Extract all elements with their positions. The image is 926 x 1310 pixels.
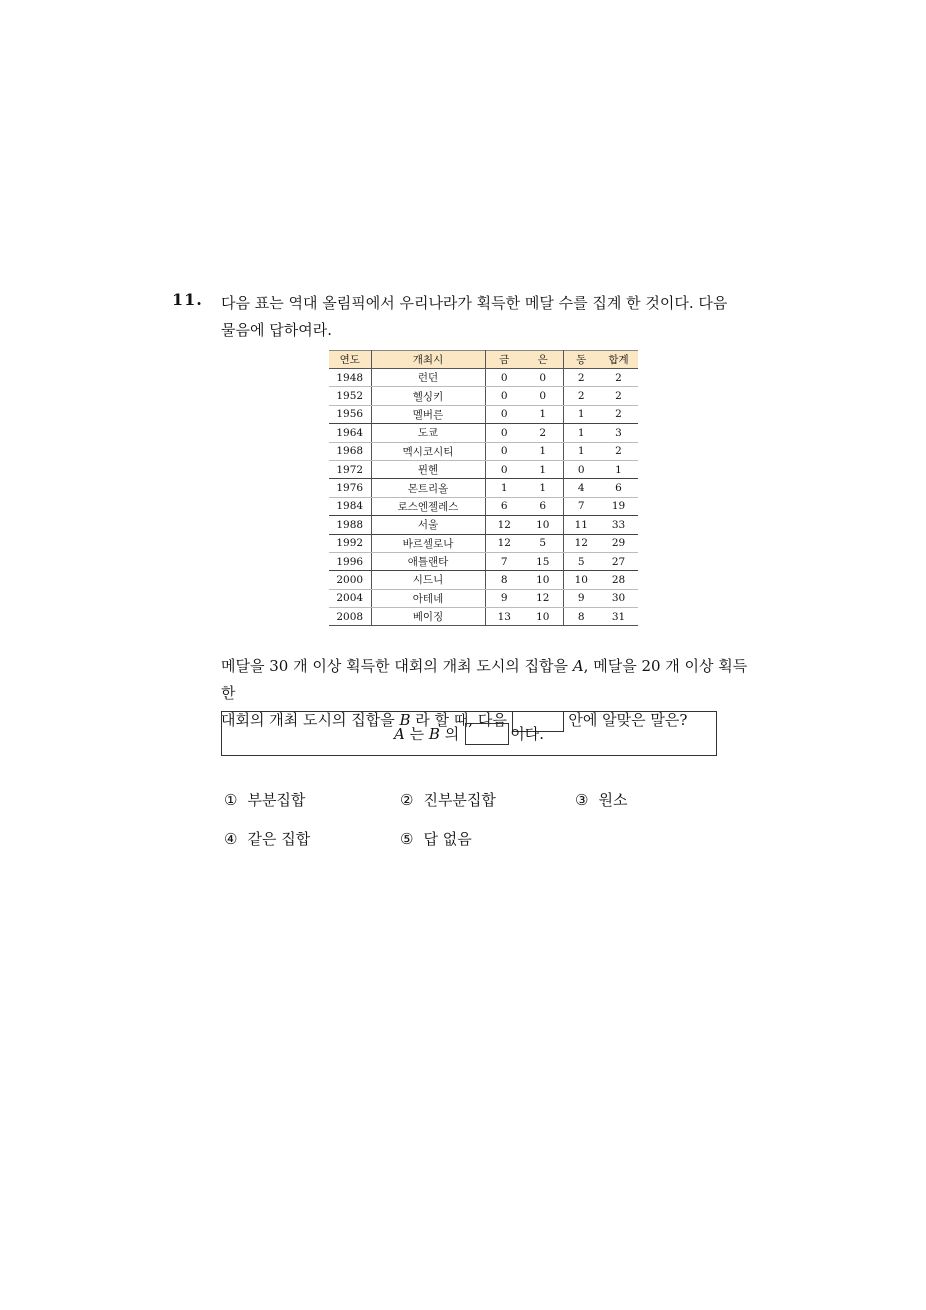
cell-total: 30 xyxy=(599,589,638,607)
cell-total: 1 xyxy=(599,460,638,478)
choice-5-mark: ⑤ xyxy=(400,830,414,848)
set-a-symbol: A xyxy=(572,657,584,675)
cell-year: 2004 xyxy=(329,589,371,607)
cell-total: 6 xyxy=(599,479,638,497)
answer-text-2: 의 xyxy=(444,725,460,743)
cell-silver: 15 xyxy=(523,552,563,570)
table-row xyxy=(329,552,638,570)
cell-gold: 0 xyxy=(485,387,523,405)
cell-total: 2 xyxy=(599,369,638,387)
choice-4-text: 같은 집합 xyxy=(247,830,311,848)
cell-bronze: 2 xyxy=(563,387,599,405)
choice-4[interactable] xyxy=(224,828,310,849)
cell-year: 1976 xyxy=(329,479,371,497)
choice-3-text: 원소 xyxy=(598,791,628,809)
cell-year: 1948 xyxy=(329,369,371,387)
cell-host: 시드니 xyxy=(371,571,485,589)
choice-1-mark: ① xyxy=(224,791,238,809)
condition-l1-a: 메달을 30 개 이상 획득한 대회의 개최 도시의 집합을 xyxy=(221,657,569,675)
table-row xyxy=(329,608,638,626)
header-year: 연도 xyxy=(329,351,371,369)
cell-host: 몬트리올 xyxy=(371,479,485,497)
cell-year: 1992 xyxy=(329,534,371,552)
answer-text-3: 이다. xyxy=(510,725,544,743)
cell-silver: 10 xyxy=(523,608,563,626)
cell-gold: 1 xyxy=(485,479,523,497)
cell-year: 2000 xyxy=(329,571,371,589)
condition-l2-b: 라 할 때, 다음 xyxy=(415,711,507,729)
cell-year: 1952 xyxy=(329,387,371,405)
stem-line-2: 물음에 답하여라. xyxy=(221,321,332,339)
medal-table xyxy=(329,350,638,626)
choice-4-mark: ④ xyxy=(224,830,238,848)
cell-gold: 7 xyxy=(485,552,523,570)
table-row xyxy=(329,534,638,552)
header-bronze: 동 xyxy=(563,351,599,369)
cell-year: 1996 xyxy=(329,552,371,570)
cell-silver: 2 xyxy=(523,424,563,442)
table-row xyxy=(329,387,638,405)
cell-bronze: 12 xyxy=(563,534,599,552)
cell-host: 런던 xyxy=(371,369,485,387)
cell-gold: 0 xyxy=(485,369,523,387)
table-row xyxy=(329,460,638,478)
answer-set-b: B xyxy=(428,724,440,743)
table-header-row xyxy=(329,351,638,369)
table-row xyxy=(329,571,638,589)
cell-host: 멜버른 xyxy=(371,405,485,423)
choice-2-text: 진부분집합 xyxy=(423,791,496,809)
header-host: 개최시 xyxy=(371,351,485,369)
cell-year: 1984 xyxy=(329,497,371,515)
header-gold: 금 xyxy=(485,351,523,369)
cell-host: 헬싱키 xyxy=(371,387,485,405)
cell-host: 뮌헨 xyxy=(371,460,485,478)
cell-total: 29 xyxy=(599,534,638,552)
choice-1-text: 부분집합 xyxy=(247,791,306,809)
cell-bronze: 2 xyxy=(563,369,599,387)
condition-l2-c: 안에 알맞은 말은? xyxy=(568,711,688,729)
cell-year: 1956 xyxy=(329,405,371,423)
cell-total: 28 xyxy=(599,571,638,589)
answer-blank[interactable] xyxy=(465,723,509,745)
cell-host: 서울 xyxy=(371,516,485,534)
cell-bronze: 1 xyxy=(563,405,599,423)
cell-gold: 0 xyxy=(485,424,523,442)
cell-bronze: 9 xyxy=(563,589,599,607)
choice-1[interactable] xyxy=(224,789,305,810)
cell-silver: 0 xyxy=(523,369,563,387)
condition-l2-a: 대회의 개최 도시의 집합을 xyxy=(221,711,395,729)
cell-bronze: 8 xyxy=(563,608,599,626)
table-row xyxy=(329,516,638,534)
cell-bronze: 10 xyxy=(563,571,599,589)
question-stem xyxy=(221,290,751,344)
cell-silver: 1 xyxy=(523,460,563,478)
choice-2[interactable] xyxy=(400,789,496,810)
cell-silver: 10 xyxy=(523,516,563,534)
cell-silver: 1 xyxy=(523,442,563,460)
cell-year: 2008 xyxy=(329,608,371,626)
answer-statement-box xyxy=(221,711,717,756)
choice-5[interactable] xyxy=(400,828,472,849)
cell-total: 3 xyxy=(599,424,638,442)
cell-gold: 13 xyxy=(485,608,523,626)
cell-silver: 1 xyxy=(523,405,563,423)
cell-bronze: 5 xyxy=(563,552,599,570)
cell-total: 2 xyxy=(599,405,638,423)
table-row xyxy=(329,442,638,460)
cell-total: 2 xyxy=(599,442,638,460)
cell-bronze: 1 xyxy=(563,424,599,442)
cell-gold: 12 xyxy=(485,516,523,534)
cell-host: 도쿄 xyxy=(371,424,485,442)
cell-gold: 0 xyxy=(485,442,523,460)
cell-silver: 5 xyxy=(523,534,563,552)
answer-set-a: A xyxy=(394,724,405,743)
cell-year: 1964 xyxy=(329,424,371,442)
cell-silver: 0 xyxy=(523,387,563,405)
header-total: 합계 xyxy=(599,351,638,369)
table-row xyxy=(329,497,638,515)
cell-bronze: 0 xyxy=(563,460,599,478)
cell-year: 1972 xyxy=(329,460,371,478)
cell-bronze: 11 xyxy=(563,516,599,534)
cell-total: 31 xyxy=(599,608,638,626)
cell-bronze: 1 xyxy=(563,442,599,460)
cell-total: 27 xyxy=(599,552,638,570)
choice-3[interactable] xyxy=(575,789,627,810)
cell-gold: 8 xyxy=(485,571,523,589)
cell-gold: 12 xyxy=(485,534,523,552)
table-row xyxy=(329,369,638,387)
cell-host: 로스엔젤레스 xyxy=(371,497,485,515)
cell-gold: 9 xyxy=(485,589,523,607)
choice-5-text: 답 없음 xyxy=(423,830,472,848)
table-row xyxy=(329,405,638,423)
cell-host: 애틀랜타 xyxy=(371,552,485,570)
cell-gold: 0 xyxy=(485,405,523,423)
condition-l1-b: , 메달을 20 개 이상 획득한 xyxy=(221,657,748,702)
cell-bronze: 4 xyxy=(563,479,599,497)
cell-bronze: 7 xyxy=(563,497,599,515)
cell-silver: 1 xyxy=(523,479,563,497)
cell-silver: 6 xyxy=(523,497,563,515)
stem-line-1: 다음 표는 역대 올림픽에서 우리나라가 획득한 메달 수를 집계 한 것이다. 다음 xyxy=(221,294,728,312)
cell-host: 아테네 xyxy=(371,589,485,607)
cell-year: 1988 xyxy=(329,516,371,534)
question-number: 11. xyxy=(172,290,203,309)
cell-host: 바르셀로나 xyxy=(371,534,485,552)
cell-year: 1968 xyxy=(329,442,371,460)
cell-gold: 0 xyxy=(485,460,523,478)
table-row xyxy=(329,424,638,442)
cell-silver: 12 xyxy=(523,589,563,607)
set-b-symbol: B xyxy=(399,711,411,729)
cell-total: 2 xyxy=(599,387,638,405)
choice-3-mark: ③ xyxy=(575,791,589,809)
cell-host: 멕시코시티 xyxy=(371,442,485,460)
cell-total: 19 xyxy=(599,497,638,515)
table-row xyxy=(329,589,638,607)
cell-total: 33 xyxy=(599,516,638,534)
answer-text-1: 는 xyxy=(409,725,425,743)
cell-silver: 10 xyxy=(523,571,563,589)
choice-2-mark: ② xyxy=(400,791,414,809)
cell-gold: 6 xyxy=(485,497,523,515)
cell-host: 베이징 xyxy=(371,608,485,626)
header-silver: 은 xyxy=(523,351,563,369)
table-row xyxy=(329,479,638,497)
condition-line-1 xyxy=(221,653,761,707)
